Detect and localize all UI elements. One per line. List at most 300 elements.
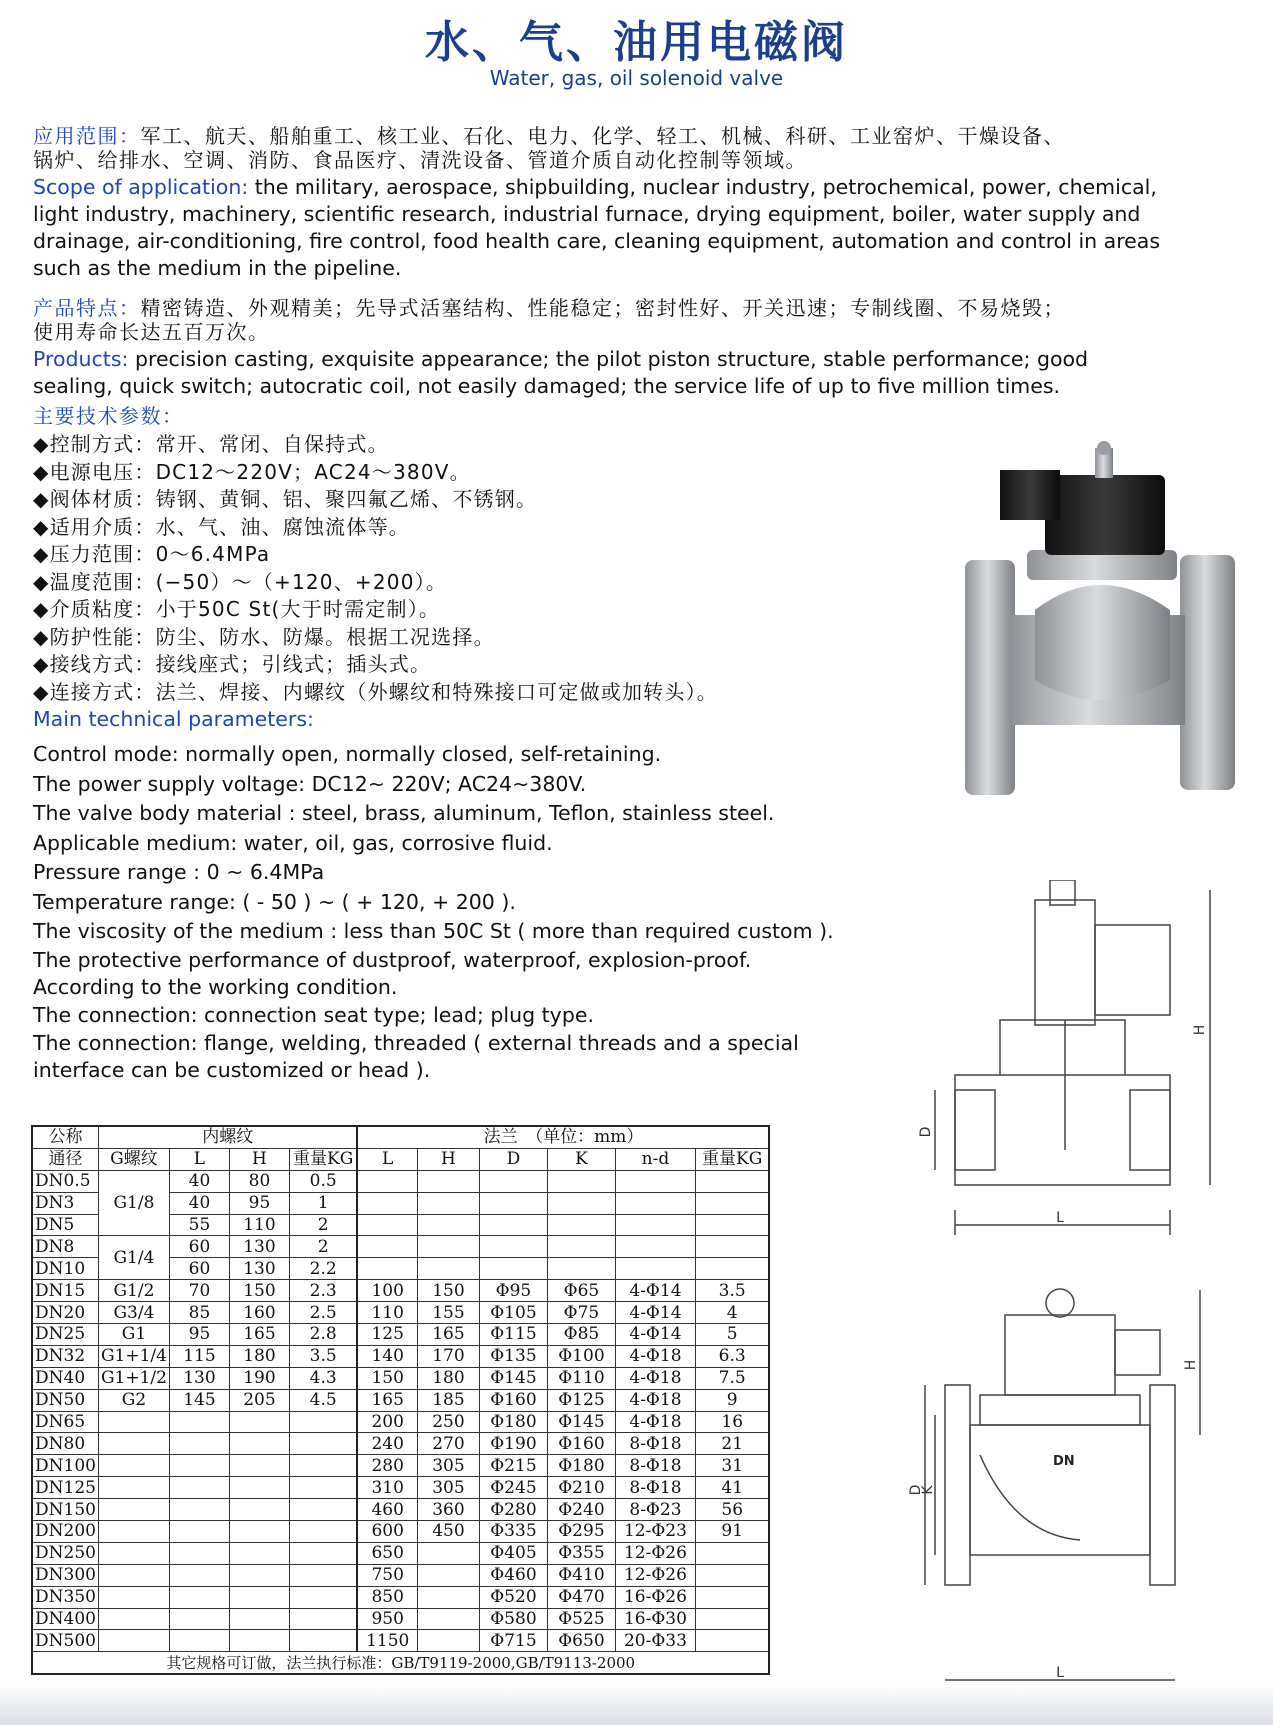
table-row <box>32 1630 769 1652</box>
table-cell <box>479 1258 547 1280</box>
table-cell: 6.3 <box>695 1345 769 1367</box>
table-cell: 60 <box>169 1258 229 1280</box>
table-cell: Φ210 <box>547 1477 615 1499</box>
table-cell: G2 <box>98 1389 169 1411</box>
table-cell <box>229 1586 289 1608</box>
table-cell: Φ180 <box>547 1455 615 1477</box>
table-row <box>32 1389 769 1411</box>
table-cell <box>695 1630 769 1652</box>
table-cell <box>695 1608 769 1630</box>
scope-section <box>33 124 1233 282</box>
table-cell: 4-Φ18 <box>615 1411 695 1433</box>
table-cell <box>357 1236 417 1258</box>
table-cell <box>289 1433 357 1455</box>
col-header: 重量KG <box>289 1148 357 1170</box>
table-cell: 7.5 <box>695 1367 769 1389</box>
table-cell: 165 <box>417 1324 479 1346</box>
table-cell: G3/4 <box>98 1302 169 1324</box>
table-cell: 185 <box>417 1389 479 1411</box>
table-cell <box>417 1236 479 1258</box>
table-cell: Φ405 <box>479 1542 547 1564</box>
col-header: K <box>547 1148 615 1170</box>
table-cell: 270 <box>417 1433 479 1455</box>
param-en-item: According to the working condition. <box>33 974 398 999</box>
table-cell: 145 <box>169 1389 229 1411</box>
table-cell: 41 <box>695 1477 769 1499</box>
table-cell <box>547 1236 615 1258</box>
param-cn-item: ◆阀体材质：铸钢、黄铜、铝、聚四氟乙烯、不锈钢。 <box>33 487 538 511</box>
table-cell: Φ715 <box>479 1630 547 1652</box>
table-cell: 2.8 <box>289 1324 357 1346</box>
table-cell: Φ525 <box>547 1608 615 1630</box>
table-cell <box>417 1170 479 1192</box>
table-cell <box>169 1411 229 1433</box>
table-cell: 4 <box>695 1302 769 1324</box>
table-cell: Φ65 <box>547 1280 615 1302</box>
table-cell: 750 <box>357 1564 417 1586</box>
table-cell <box>169 1455 229 1477</box>
table-row <box>32 1521 769 1543</box>
table-row <box>32 1367 769 1389</box>
table-cell: Φ410 <box>547 1564 615 1586</box>
table-cell <box>417 1192 479 1214</box>
dn-mark: DN <box>1053 1454 1075 1469</box>
nominal-size-cell: DN20 <box>32 1302 98 1324</box>
table-cell: Φ145 <box>479 1367 547 1389</box>
table-cell <box>229 1433 289 1455</box>
table-cell <box>289 1630 357 1652</box>
table-row <box>32 1542 769 1564</box>
products-section <box>33 296 1233 428</box>
table-cell: G1+1/2 <box>98 1367 169 1389</box>
table-cell <box>547 1170 615 1192</box>
nominal-size-cell: DN50 <box>32 1389 98 1411</box>
table-cell <box>695 1586 769 1608</box>
table-cell: 130 <box>229 1258 289 1280</box>
table-cell: Φ75 <box>547 1302 615 1324</box>
nominal-size-cell: DN5 <box>32 1214 98 1236</box>
nominal-size-cell: DN40 <box>32 1367 98 1389</box>
diameter-label-2: D <box>908 1484 924 1496</box>
table-cell <box>547 1258 615 1280</box>
table-cell <box>615 1192 695 1214</box>
col-header: H <box>417 1148 479 1170</box>
nominal-size-cell: DN150 <box>32 1499 98 1521</box>
table-row <box>32 1302 769 1324</box>
nominal-size-cell: DN0.5 <box>32 1170 98 1192</box>
table-cell: Φ460 <box>479 1564 547 1586</box>
table-cell: Φ355 <box>547 1542 615 1564</box>
table-cell <box>479 1192 547 1214</box>
nominal-size-cell: DN80 <box>32 1433 98 1455</box>
table-row <box>32 1477 769 1499</box>
nominal-size-cell: DN400 <box>32 1608 98 1630</box>
table-cell: 140 <box>357 1345 417 1367</box>
threaded-valve-drawing <box>910 880 1240 1260</box>
table-cell: 55 <box>169 1214 229 1236</box>
table-cell: 12-Φ26 <box>615 1564 695 1586</box>
table-cell <box>98 1586 169 1608</box>
nominal-size-cell: DN32 <box>32 1345 98 1367</box>
table-cell: 4-Φ14 <box>615 1302 695 1324</box>
table-cell: 3.5 <box>695 1280 769 1302</box>
table-cell: 950 <box>357 1608 417 1630</box>
table-row <box>32 1564 769 1586</box>
table-cell: 21 <box>695 1433 769 1455</box>
table-cell <box>229 1499 289 1521</box>
scope-en-line-3: drainage, air-conditioning, fire control, food health care, cleaning equipment, automation and control in areas <box>33 229 1161 253</box>
table-cell <box>289 1521 357 1543</box>
table-cell: Φ160 <box>547 1433 615 1455</box>
length-label: L <box>1056 1210 1064 1226</box>
table-cell <box>289 1411 357 1433</box>
table-cell <box>417 1542 479 1564</box>
table-cell <box>357 1258 417 1280</box>
table-cell: 150 <box>229 1280 289 1302</box>
spec-table-body <box>32 1170 769 1652</box>
nominal-size-cell: DN125 <box>32 1477 98 1499</box>
table-cell <box>479 1214 547 1236</box>
table-cell <box>289 1564 357 1586</box>
table-cell: 100 <box>357 1280 417 1302</box>
nominal-size-cell: DN100 <box>32 1455 98 1477</box>
table-row <box>32 1608 769 1630</box>
table-cell: 70 <box>169 1280 229 1302</box>
table-cell: 4-Φ14 <box>615 1324 695 1346</box>
param-en-item: interface can be customized or head ). <box>33 1058 431 1082</box>
table-cell <box>98 1411 169 1433</box>
table-cell: Φ215 <box>479 1455 547 1477</box>
table-cell: 240 <box>357 1433 417 1455</box>
scope-en-label: Scope of application: <box>33 175 249 199</box>
table-cell <box>547 1192 615 1214</box>
table-cell: 20-Φ33 <box>615 1630 695 1652</box>
table-cell: 115 <box>169 1345 229 1367</box>
table-footer-note: 其它规格可订做，法兰执行标准：GB/T9119-2000,GB/T9113-2000 <box>32 1652 769 1674</box>
products-en-line-2: sealing, quick switch; autocratic coil, not easily damaged; the service life of up to five million times. <box>33 374 1061 398</box>
table-cell: 450 <box>417 1521 479 1543</box>
table-cell <box>695 1192 769 1214</box>
scope-cn-line-2: 锅炉、给排水、空调、消防、食品医疗、清洗设备、管道介质自动化控制等领域。 <box>33 148 807 172</box>
table-cell: Φ520 <box>479 1586 547 1608</box>
main-params-en-label: Main technical parameters: <box>33 707 314 731</box>
table-cell <box>98 1455 169 1477</box>
table-cell <box>479 1236 547 1258</box>
table-cell: G1 <box>98 1324 169 1346</box>
table-cell <box>695 1542 769 1564</box>
flanged-valve-drawing <box>905 1285 1235 1695</box>
param-cn-item: ◆防护性能：防尘、防水、防爆。根据工况选择。 <box>33 624 495 649</box>
table-cell <box>169 1433 229 1455</box>
header-nominal-1: 公称 <box>32 1126 98 1148</box>
param-cn-item: ◆压力范围：0～6.4MPa <box>33 542 271 566</box>
param-cn-item: ◆温度范围：(−50）～（+120、+200）。 <box>33 569 448 594</box>
col-header: D <box>479 1148 547 1170</box>
table-cell: Φ100 <box>547 1345 615 1367</box>
table-cell <box>357 1170 417 1192</box>
table-cell <box>417 1564 479 1586</box>
products-cn-line-2: 使用寿命长达五百万次。 <box>33 320 270 344</box>
page-subtitle: Water, gas, oil solenoid valve <box>489 66 784 90</box>
header-nominal-2: 通径 <box>32 1148 98 1170</box>
table-cell <box>98 1564 169 1586</box>
table-cell: G1/4 <box>98 1236 169 1280</box>
table-cell: 4-Φ18 <box>615 1367 695 1389</box>
table-cell <box>289 1477 357 1499</box>
table-cell: 1150 <box>357 1630 417 1652</box>
products-en-label: Products: <box>33 347 129 371</box>
table-cell: 40 <box>169 1192 229 1214</box>
param-cn-item: ◆电源电压：DC12～220V；AC24～380V。 <box>33 459 471 484</box>
table-cell <box>357 1214 417 1236</box>
scope-en-line-2: light industry, machinery, scientific research, industrial furnace, drying equipment, boiler, water supply and <box>33 202 1141 226</box>
table-cell: 160 <box>229 1302 289 1324</box>
table-cell: Φ190 <box>479 1433 547 1455</box>
table-cell: 305 <box>417 1477 479 1499</box>
table-cell <box>229 1477 289 1499</box>
table-cell: G1/2 <box>98 1280 169 1302</box>
table-cell <box>417 1586 479 1608</box>
param-cn-item: ◆连接方式：法兰、焊接、内螺纹（外螺纹和特殊接口可定做或加转头）。 <box>33 679 718 704</box>
table-cell <box>169 1630 229 1652</box>
table-cell: 110 <box>229 1214 289 1236</box>
table-cell: 4.3 <box>289 1367 357 1389</box>
table-cell <box>229 1630 289 1652</box>
table-cell: 16 <box>695 1411 769 1433</box>
table-cell: Φ295 <box>547 1521 615 1543</box>
table-cell <box>695 1214 769 1236</box>
table-row <box>32 1280 769 1302</box>
table-cell <box>169 1542 229 1564</box>
table-cell: 360 <box>417 1499 479 1521</box>
table-cell: 2 <box>289 1214 357 1236</box>
table-cell: 2.2 <box>289 1258 357 1280</box>
table-cell: Φ115 <box>479 1324 547 1346</box>
table-cell: 60 <box>169 1236 229 1258</box>
table-cell: Φ125 <box>547 1389 615 1411</box>
table-cell: 3.5 <box>289 1345 357 1367</box>
table-cell <box>417 1608 479 1630</box>
param-en-item: The valve body material : steel, brass, aluminum, Teflon, stainless steel. <box>33 801 775 825</box>
table-cell <box>417 1214 479 1236</box>
param-en-item: The connection: flange, welding, threaded ( external threads and a special <box>33 1031 799 1055</box>
nominal-size-cell: DN350 <box>32 1586 98 1608</box>
table-row <box>32 1433 769 1455</box>
scope-cn-line <box>33 124 1233 148</box>
scope-cn-label: 应用范围： <box>33 124 141 148</box>
nominal-size-cell: DN15 <box>32 1280 98 1302</box>
param-en-item: Pressure range : 0 ~ 6.4MPa <box>33 860 325 884</box>
table-cell: Φ105 <box>479 1302 547 1324</box>
table-cell: 180 <box>229 1345 289 1367</box>
table-cell: 16-Φ26 <box>615 1586 695 1608</box>
table-cell: 110 <box>357 1302 417 1324</box>
param-en-item: The viscosity of the medium : less than 50C St ( more than required custom ). <box>33 919 834 943</box>
table-cell: 2.3 <box>289 1280 357 1302</box>
scope-cn-text: 军工、航天、船舶重工、核工业、石化、电力、化学、轻工、机械、科研、工业窑炉、干燥设备、 <box>140 124 1065 148</box>
table-cell <box>169 1521 229 1543</box>
param-en-item: Applicable medium: water, oil, gas, corrosive fluid. <box>33 830 553 855</box>
scope-en-line <box>33 174 1233 201</box>
table-cell: G1/8 <box>98 1170 169 1236</box>
nominal-size-cell: DN500 <box>32 1630 98 1652</box>
table-cell <box>615 1258 695 1280</box>
table-cell: 150 <box>357 1367 417 1389</box>
table-row <box>32 1455 769 1477</box>
table-cell <box>229 1521 289 1543</box>
table-cell: 1 <box>289 1192 357 1214</box>
table-cell <box>289 1608 357 1630</box>
table-cell: 12-Φ26 <box>615 1542 695 1564</box>
table-cell <box>98 1521 169 1543</box>
products-en-line <box>33 346 1233 373</box>
table-cell <box>98 1433 169 1455</box>
col-header: n-d <box>615 1148 695 1170</box>
table-cell <box>357 1192 417 1214</box>
table-cell: 305 <box>417 1455 479 1477</box>
diameter-label: D <box>918 1126 934 1138</box>
table-row <box>32 1411 769 1433</box>
table-cell: 85 <box>169 1302 229 1324</box>
table-cell <box>289 1455 357 1477</box>
table-cell: 8-Φ18 <box>615 1477 695 1499</box>
table-cell <box>289 1542 357 1564</box>
table-cell: Φ135 <box>479 1345 547 1367</box>
table-cell <box>229 1455 289 1477</box>
table-cell <box>695 1236 769 1258</box>
table-cell <box>417 1258 479 1280</box>
col-header: L <box>357 1148 417 1170</box>
products-en-text: precision casting, exquisite appearance; the pilot piston structure, stable performance; good <box>128 347 1089 371</box>
col-header: H <box>229 1148 289 1170</box>
table-cell: Φ110 <box>547 1367 615 1389</box>
table-cell: 4-Φ14 <box>615 1280 695 1302</box>
table-cell: 850 <box>357 1586 417 1608</box>
table-cell: Φ650 <box>547 1630 615 1652</box>
param-en-item: The protective performance of dustproof, waterproof, explosion-proof. <box>33 947 752 972</box>
table-cell <box>695 1170 769 1192</box>
table-row <box>32 1170 769 1192</box>
param-cn-item: ◆接线方式：接线座式；引线式；插头式。 <box>33 652 432 676</box>
col-header: G螺纹 <box>98 1148 169 1170</box>
table-cell: Φ160 <box>479 1389 547 1411</box>
table-cell: 95 <box>229 1192 289 1214</box>
nominal-size-cell: DN10 <box>32 1258 98 1280</box>
table-row <box>32 1324 769 1346</box>
param-cn-item: ◆适用介质：水、气、油、腐蚀流体等。 <box>33 514 410 539</box>
table-cell: 650 <box>357 1542 417 1564</box>
table-cell <box>169 1564 229 1586</box>
table-cell: 310 <box>357 1477 417 1499</box>
table-cell: 4-Φ18 <box>615 1389 695 1411</box>
param-en-item: The power supply voltage: DC12~ 220V; AC24~380V. <box>33 771 587 796</box>
table-cell: 0.5 <box>289 1170 357 1192</box>
table-cell <box>98 1630 169 1652</box>
table-cell: 600 <box>357 1521 417 1543</box>
table-cell <box>98 1608 169 1630</box>
table-cell: 8-Φ23 <box>615 1499 695 1521</box>
table-cell <box>289 1499 357 1521</box>
table-cell <box>169 1499 229 1521</box>
table-cell: 56 <box>695 1499 769 1521</box>
col-header: 重量KG <box>695 1148 769 1170</box>
table-cell: Φ280 <box>479 1499 547 1521</box>
table-row <box>32 1499 769 1521</box>
table-row <box>32 1236 769 1258</box>
table-cell: Φ145 <box>547 1411 615 1433</box>
table-cell: G1+1/4 <box>98 1345 169 1367</box>
length-label-2: L <box>1056 1665 1064 1681</box>
table-cell <box>615 1214 695 1236</box>
header-flange: 法兰 （单位：mm） <box>357 1126 769 1148</box>
table-cell <box>417 1630 479 1652</box>
table-cell <box>695 1258 769 1280</box>
table-cell <box>98 1499 169 1521</box>
table-cell: 190 <box>229 1367 289 1389</box>
table-cell: 5 <box>695 1324 769 1346</box>
scope-en-text: the military, aerospace, shipbuilding, nuclear industry, petrochemical, power, chemical, <box>248 175 1157 199</box>
table-cell: 150 <box>417 1280 479 1302</box>
nominal-size-cell: DN250 <box>32 1542 98 1564</box>
table-cell: 80 <box>229 1170 289 1192</box>
products-cn-label: 产品特点： <box>33 296 141 320</box>
table-cell: 12-Φ23 <box>615 1521 695 1543</box>
nominal-size-cell: DN300 <box>32 1564 98 1586</box>
table-row <box>32 1345 769 1367</box>
table-cell: Φ245 <box>479 1477 547 1499</box>
table-cell: 205 <box>229 1389 289 1411</box>
table-cell: 250 <box>417 1411 479 1433</box>
table-cell: 31 <box>695 1455 769 1477</box>
scope-en-line-4: such as the medium in the pipeline. <box>33 256 402 280</box>
params-cn-list <box>33 431 933 734</box>
table-row <box>32 1586 769 1608</box>
table-cell: 280 <box>357 1455 417 1477</box>
table-cell: 8-Φ18 <box>615 1455 695 1477</box>
table-cell <box>229 1542 289 1564</box>
params-en-list <box>33 740 913 1084</box>
table-cell <box>169 1608 229 1630</box>
param-cn-item: ◆控制方式：常开、常闭、自保持式。 <box>33 432 389 456</box>
height-label-2: H <box>1183 1359 1199 1371</box>
table-cell: 16-Φ30 <box>615 1608 695 1630</box>
table-cell: 9 <box>695 1389 769 1411</box>
table-cell: Φ335 <box>479 1521 547 1543</box>
table-cell <box>615 1236 695 1258</box>
nominal-size-cell: DN65 <box>32 1411 98 1433</box>
table-cell: 155 <box>417 1302 479 1324</box>
table-cell <box>695 1564 769 1586</box>
valve-photo <box>955 440 1245 800</box>
table-cell: 125 <box>357 1324 417 1346</box>
header-internal-thread: 内螺纹 <box>98 1126 357 1148</box>
table-cell: 40 <box>169 1170 229 1192</box>
table-cell <box>615 1170 695 1192</box>
table-cell: Φ85 <box>547 1324 615 1346</box>
param-cn-item: ◆介质粘度：小于50C St(大于时需定制）。 <box>33 597 441 621</box>
table-cell: 165 <box>357 1389 417 1411</box>
table-cell <box>229 1564 289 1586</box>
table-cell: 130 <box>229 1236 289 1258</box>
table-cell: 2 <box>289 1236 357 1258</box>
param-en-item: Temperature range: ( - 50 ) ~ ( + 120, + 200 ). <box>33 889 516 914</box>
table-cell: 2.5 <box>289 1302 357 1324</box>
table-cell: 4-Φ18 <box>615 1345 695 1367</box>
height-label: H <box>1192 1024 1208 1036</box>
table-cell: Φ95 <box>479 1280 547 1302</box>
table-cell <box>229 1608 289 1630</box>
table-cell <box>98 1477 169 1499</box>
